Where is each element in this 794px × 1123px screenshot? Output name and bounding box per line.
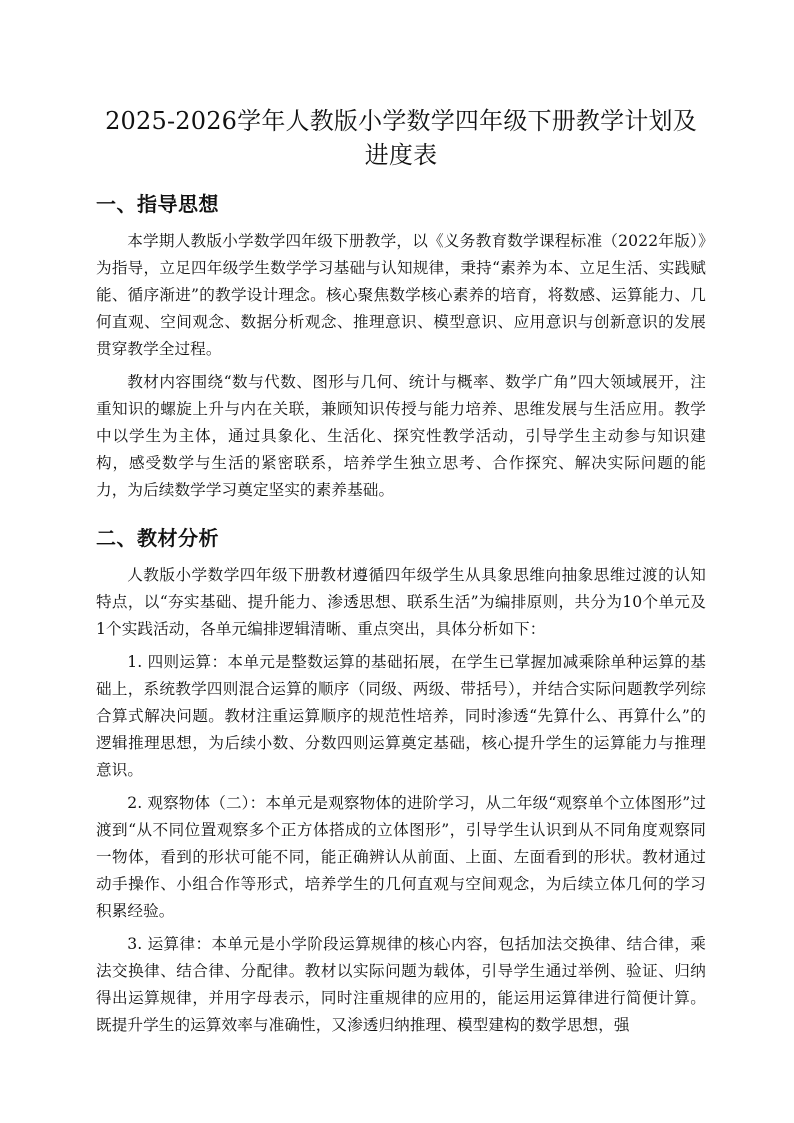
- section-paragraph: 2. 观察物体（二）：本单元是观察物体的进阶学习，从二年级“观察单个立体图形”过渡到“从不同位置观察多个正方体搭成的立体图形”，引导学生认识到从不同角度观察同一物体，看到的形状可能不同，能正确辨认从前面、上面、左面看到的形状。教材通过动手操作、小组合作等形式，培养学生的几何直观与空间观念，为后续立体几何的学习积累经验。: [96, 794, 706, 920]
- page-title: 2025-2026学年人教版小学数学四年级下册教学计划及进度表: [105, 107, 697, 169]
- section-paragraph: 3. 运算律：本单元是小学阶段运算规律的核心内容，包括加法交换律、结合律，乘法交换律、结合律、分配律。教材以实际问题为载体，引导学生通过举例、验证、归纳得出运算规律，并用字母表示，同时注重规律的应用的，能运用运算律进行简便计算。既提升学生的运算效率与准确性，又渗透归纳推理、模型建构的数学思想，强: [96, 935, 706, 1034]
- section-paragraph: 1. 四则运算：本单元是整数运算的基础拓展，在学生已掌握加减乘除单种运算的基础上，系统教学四则混合运算的顺序（同级、两级、带括号），并结合实际问题教学列综合算式解决问题。教材注重运算顺序的规范性培养，同时渗透“先算什么、再算什么”的逻辑推理思想，为后续小数、分数四则运算奠定基础，核心提升学生的运算能力与推理意识。: [96, 653, 706, 779]
- section-heading-guiding-ideology: 一、指导思想: [96, 192, 219, 216]
- section-heading-textbook-analysis: 二、教材分析: [96, 526, 219, 550]
- section-paragraph: 教材内容围绕“数与代数、图形与几何、统计与概率、数学广角”四大领域展开，注重知识的螺旋上升与内在关联，兼顾知识传授与能力培养、思维发展与生活应用。教学中以学生为主体，通过具象化、生活化、探究性教学活动，引导学生主动参与知识建构，感受数学与生活的紧密联系，培养学生独立思考、合作探究、解决实际问题的能力，为后续数学学习奠定坚实的素养基础。: [96, 373, 706, 499]
- section-paragraph: 本学期人教版小学数学四年级下册教学，以《义务教育数学课程标准（2022年版）》为指导，立足四年级学生数学学习基础与认知规律，秉持“素养为本、立足生活、实践赋能、循序渐进”的教学设计理念。核心聚焦数学核心素养的培育，将数感、运算能力、几何直观、空间观念、数据分析观念、推理意识、模型意识、应用意识与创新意识的发展贯穿教学全过程。: [96, 232, 706, 358]
- section-paragraph: 人教版小学数学四年级下册教材遵循四年级学生从具象思维向抽象思维过渡的认知特点，以“夯实基础、提升能力、渗透思想、联系生活”为编排原则，共分为10个单元及1个实践活动，各单元编排逻辑清晰、重点突出，具体分析如下：: [96, 566, 706, 638]
